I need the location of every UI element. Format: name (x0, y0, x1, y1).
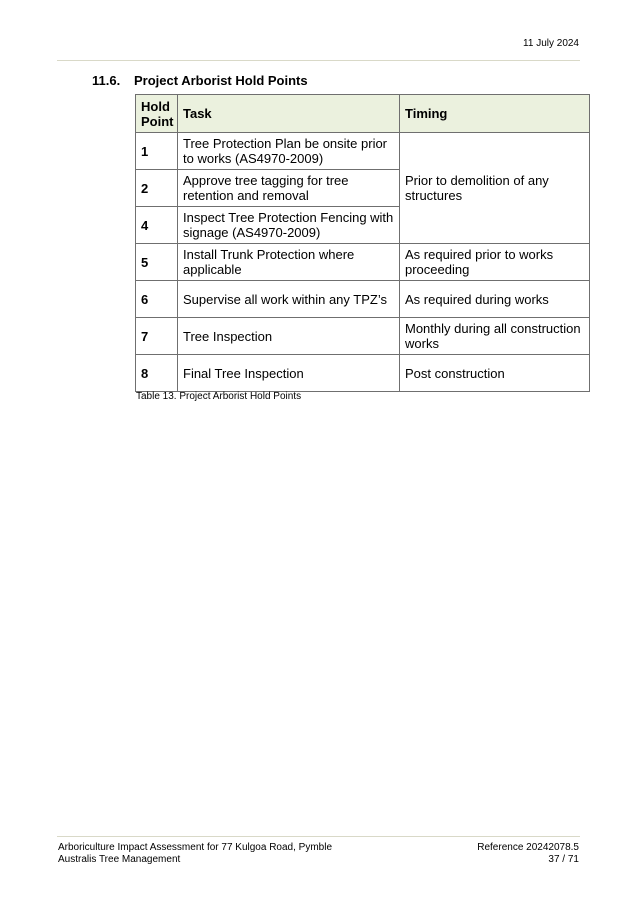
hold-point-cell: 2 (136, 170, 178, 207)
header-task: Task (178, 95, 400, 133)
task-cell: Inspect Tree Protection Fencing with signage (AS4970-2009) (178, 207, 400, 244)
footer-reference: Reference 20242078.5 (477, 842, 579, 853)
footer-right (477, 842, 579, 866)
footer-company: Australis Tree Management (58, 854, 181, 865)
task-cell: Tree Protection Plan be onsite prior to works (AS4970-2009) (178, 133, 400, 170)
hold-point-cell: 1 (136, 133, 178, 170)
header-hold-point: Hold Point (136, 95, 178, 133)
hold-point-cell: 4 (136, 207, 178, 244)
footer-page-number: 37 / 71 (548, 854, 579, 865)
task-cell: Install Trunk Protection where applicable (178, 244, 400, 281)
task-cell: Approve tree tagging for tree retention and removal (178, 170, 400, 207)
header-divider (57, 60, 580, 61)
header-timing: Timing (400, 95, 590, 133)
table-row (136, 281, 590, 318)
section-number: 11.6. (92, 73, 121, 88)
table-row (136, 244, 590, 281)
section-heading (92, 73, 308, 88)
timing-cell: Post construction (400, 355, 590, 392)
task-cell: Tree Inspection (178, 318, 400, 355)
header-date: 11 July 2024 (523, 38, 579, 49)
hold-point-cell: 5 (136, 244, 178, 281)
task-cell: Final Tree Inspection (178, 355, 400, 392)
table-row (136, 133, 590, 170)
section-title: Project Arborist Hold Points (134, 73, 308, 88)
timing-cell: As required prior to works proceeding (400, 244, 590, 281)
footer-document-title: Arboriculture Impact Assessment for 77 Kulgoa Road, Pymble (58, 842, 333, 853)
timing-cell: Monthly during all construction works (400, 318, 590, 355)
hold-point-cell: 8 (136, 355, 178, 392)
table-header-row (136, 95, 590, 133)
table-caption: Table 13. Project Arborist Hold Points (136, 391, 302, 402)
table-row (136, 355, 590, 392)
hold-points-table (135, 94, 590, 392)
hold-point-cell: 7 (136, 318, 178, 355)
hold-point-cell: 6 (136, 281, 178, 318)
timing-cell-merged: Prior to demolition of any structures (400, 133, 590, 244)
footer-divider (57, 836, 580, 837)
task-cell: Supervise all work within any TPZ’s (178, 281, 400, 318)
timing-cell: As required during works (400, 281, 590, 318)
table-row (136, 318, 590, 355)
footer-left (58, 842, 332, 866)
